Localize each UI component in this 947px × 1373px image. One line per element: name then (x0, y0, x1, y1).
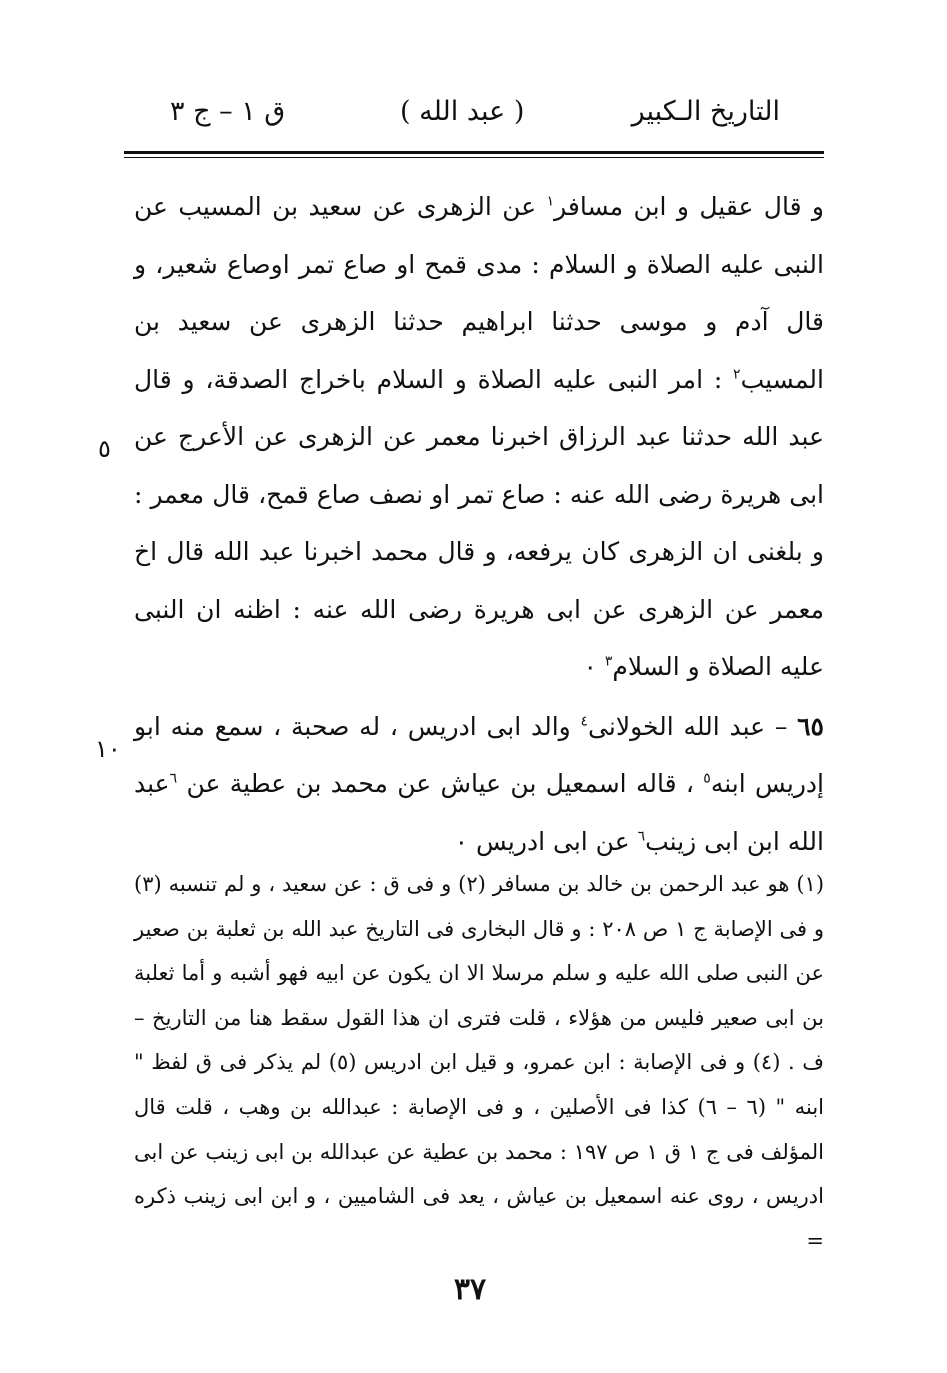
running-header (150, 90, 800, 140)
text-run: : امر النبى عليه الصلاة و السلام باخراج الصدقة، و قال عبد الله حدثنا عبد الرزاق اخبرنا معمر عن الزهرى عن الأعرج عن ابى هريرة رضى الله عنه : صاع تمر او نصف صاع قمح، قال معمر : و بلغنى ان الزهرى كان يرفعه، و قال محمد اخبرنا عبد الله قال اخ معمر عن الزهرى عن ابى هريرة رضى الله عنه : اظنه ان النبى عليه الصلاة و السلام (134, 364, 824, 681)
footnotes (134, 862, 824, 1263)
entry-65 (134, 698, 824, 871)
header-rule-thin (124, 157, 824, 158)
line-number-10: ١٠ (95, 735, 121, 763)
footnote-ref-1: ١ (546, 193, 555, 210)
text-run: والد ابى ادريس ، له صحبة ، سمع منه ابو إدريس ابنه (134, 711, 824, 798)
footnote-ref-4: ٤ (580, 713, 589, 730)
paragraph-1 (134, 178, 824, 696)
footnotes-text: (١) هو عبد الرحمن بن خالد بن مسافر (٢) و فى ق : عن سعيد ، و لم تنسبه (٣) و فى الإصابة ج ١ ص ٢٠٨ : و قال البخارى فى التاريخ عبد الله بن ثعلبة بن صعير عن النبى صلى الله عليه و سلم مرسلا الا ان يكون عن ابيه فهو أشبه و أما ثعلبة بن ابى صعير فليس من هؤلاء ، قلت فترى ان هذا القول سقط هنا من التاريخ – ف . (٤) و فى الإصابة : ابن عمرو، و قيل ابن ادريس (٥) لم يذكر فى ق لفظ " ابنه " (٦ – ٦) كذا فى الأصلين ، و فى الإصابة : عبدالله بن وهب ، قلت قال المؤلف فى ج ١ ق ١ ص ١٩٧ : محمد بن عطية عن عبدالله بن ابى زينب عن ابى ادريس ، روى عنه اسمعيل بن عياش ، يعد فى الشاميين ، و ابن ابى زينب ذكره = (134, 872, 825, 1253)
footnote-ref-2: ٢ (733, 366, 741, 383)
header-book-title: التاريخ الـكبير (631, 96, 780, 127)
header-section-title: ( عبد الله ) (400, 96, 525, 127)
header-rule-thick (124, 151, 824, 154)
text-run: عن الزهرى عن سعيد بن المسيب عن النبى عليه الصلاة و السلام : مدى قمح او صاع تمر اوصاع شعير، و قال آدم و موسى حدثنا ابراهيم حدثنا الزهرى عن سعيد بن المسيب (134, 192, 824, 394)
footnote-ref-6-start: ٦ (169, 770, 178, 787)
text-run: و قال عقيل و ابن مسافر (554, 192, 824, 221)
footnote-ref-3: ٣ (604, 653, 613, 670)
text-run: – عبد الله الخولانى (588, 711, 798, 741)
entry-number: ٦٥ (797, 711, 824, 741)
text-run: عن ابى ادريس ٠ (454, 826, 638, 856)
text-run: عبد الله ابن ابى زينب (134, 769, 824, 856)
footnote-ref-5: ٥ (703, 770, 711, 787)
page-number: ٣٧ (453, 1272, 487, 1307)
footnote-ref-6-end: ٦ (637, 828, 646, 845)
text-run: ، قاله اسمعيل بن عياش عن محمد بن عطية عن (177, 769, 704, 798)
main-text (134, 178, 824, 870)
line-number-5: ٥ (98, 435, 111, 463)
header-part-volume: ق ١ – ج ٣ (170, 96, 286, 127)
text-run: ٠ (583, 652, 605, 681)
